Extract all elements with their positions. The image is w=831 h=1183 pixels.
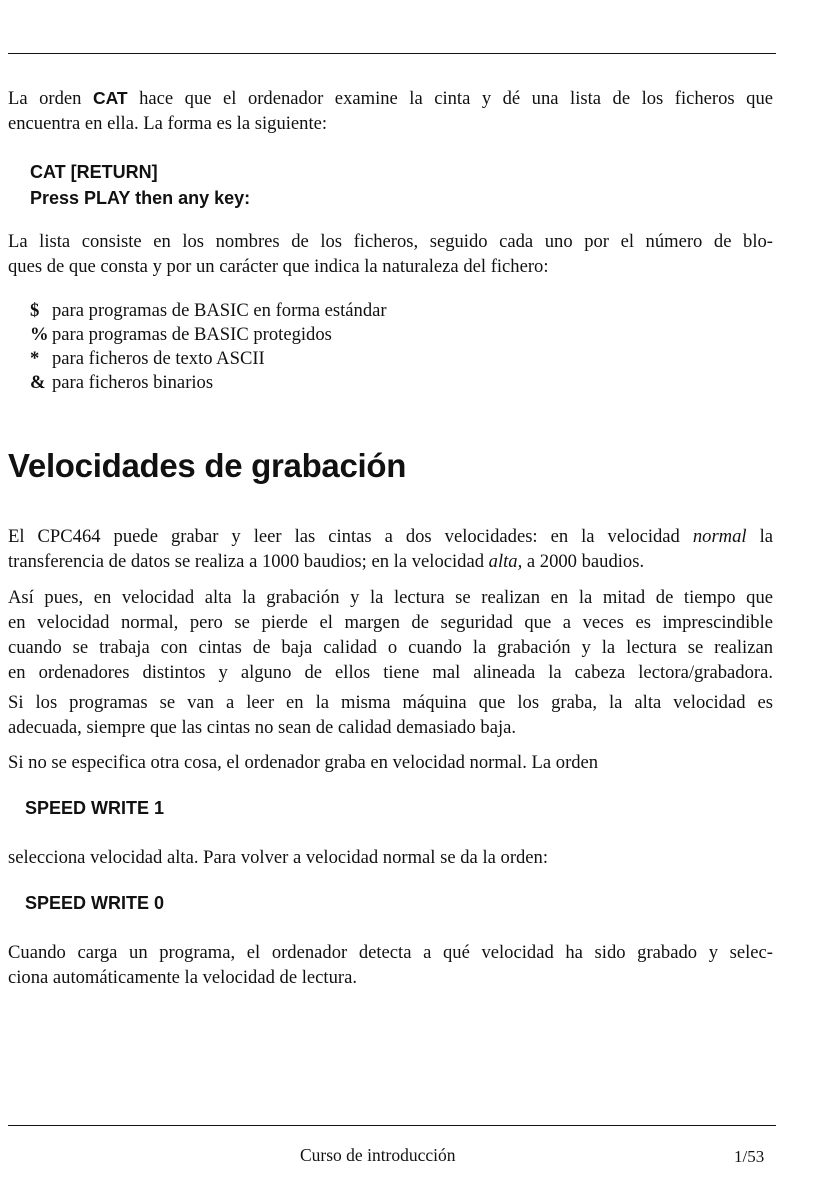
speeds-line-2: transferencia de datos se realiza a 1000 baudios; en la velocidad alta, a 2000 baudios. xyxy=(8,551,645,572)
page-number: 1/53 xyxy=(734,1147,765,1166)
list-item: $ para programas de BASIC en forma estándar xyxy=(30,300,387,321)
top-rule xyxy=(8,53,776,54)
cat-keyword: CAT xyxy=(92,88,128,108)
auto-detect-line-2: ciona automáticamente la velocidad de lectura. xyxy=(8,967,357,988)
speed-write-1-code: SPEED WRITE 1 xyxy=(25,798,165,818)
intro-line-1: La orden CAT hace que el ordenador examine la cinta y dé una lista de los ficheros que xyxy=(8,88,773,109)
type-symbol: * xyxy=(30,348,40,369)
list-intro-paragraph xyxy=(8,229,773,279)
high-speed-line-4: en ordenadores distintos y alguno de ellos tiene mal alineada la cabeza lectora/grabadora. xyxy=(8,662,773,683)
high-speed-line-1: Así pues, en velocidad alta la grabación y la lectura se realizan en la mitad de tiempo que xyxy=(8,587,773,608)
speeds-paragraph xyxy=(8,524,773,574)
auto-detect-line-1: Cuando carga un programa, el ordenador detecta a qué velocidad ha sido grabado y selec- xyxy=(8,942,773,963)
type-symbol: & xyxy=(30,372,46,393)
high-speed-paragraph xyxy=(8,585,773,685)
list-intro-line-1: La lista consiste en los nombres de los ficheros, seguido cada uno por el número de blo- xyxy=(8,231,773,252)
cat-command: CAT [RETURN] xyxy=(30,162,158,182)
high-speed-line-2: en velocidad normal, pero se pierde el margen de seguridad que a veces es imprescindible xyxy=(8,612,773,633)
default-speed-line-1: Si no se especifica otra cosa, el ordenador graba en velocidad normal. La orden xyxy=(8,752,599,773)
same-machine-paragraph xyxy=(8,690,773,740)
bottom-rule xyxy=(8,1125,776,1126)
cat-prompt: Press PLAY then any key: xyxy=(30,188,251,208)
cat-code-block xyxy=(30,159,250,211)
section-heading: Velocidades de grabación xyxy=(8,447,407,484)
footer-title: Curso de introducción xyxy=(300,1145,456,1165)
default-speed-paragraph xyxy=(8,750,773,775)
list-item: * para ficheros de texto ASCII xyxy=(30,348,265,369)
intro-line-2: encuentra en ella. La forma es la siguiente: xyxy=(8,113,328,134)
list-item: % para programas de BASIC protegidos xyxy=(30,324,332,345)
list-item: & para ficheros binarios xyxy=(30,372,214,393)
high-speed-line-3: cuando se trabaja con cintas de baja calidad o cuando la grabación y la lectura se realizan xyxy=(8,637,773,658)
select-high-paragraph xyxy=(8,845,773,870)
speed-write-0-code: SPEED WRITE 0 xyxy=(25,893,165,913)
same-machine-line-1: Si los programas se van a leer en la misma máquina que los graba, la alta velocidad es xyxy=(8,692,773,713)
select-high-line-1: selecciona velocidad alta. Para volver a velocidad normal se da la orden: xyxy=(8,847,549,868)
intro-paragraph xyxy=(8,86,773,136)
file-type-list xyxy=(30,299,387,395)
speeds-line-1: El CPC464 puede grabar y leer las cintas a dos velocidades: en la velocidad normal la xyxy=(8,526,773,547)
type-symbol: % xyxy=(30,324,49,345)
list-intro-line-2: ques de que consta y por un carácter que indica la naturaleza del fichero: xyxy=(8,256,549,277)
type-symbol: $ xyxy=(30,300,40,321)
same-machine-line-2: adecuada, siempre que las cintas no sean de calidad demasiado baja. xyxy=(8,717,517,738)
auto-detect-paragraph xyxy=(8,940,773,990)
